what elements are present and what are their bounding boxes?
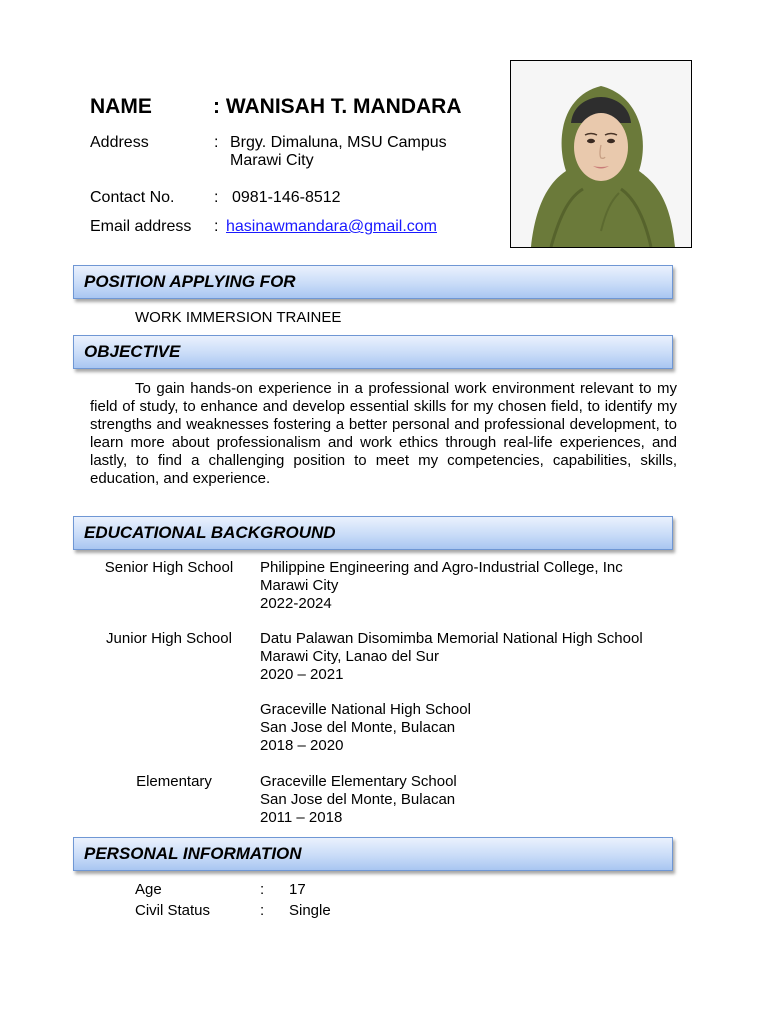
edu-label-senior: Senior High School [104,559,234,576]
edu-label-junior: Junior High School [106,630,232,647]
school-name: Philippine Engineering and Agro-Industrial College, Inc [260,559,623,576]
position-value: WORK IMMERSION TRAINEE [135,309,342,326]
profile-photo [510,60,692,248]
section-position-header [73,265,673,299]
section-personal-header [73,837,673,871]
email-label: Email address [90,218,192,235]
school-years: 2022-2024 [260,595,332,612]
school-name: Datu Palawan Disomimba Memorial National High School [260,630,643,647]
address-line-1: Brgy. Dimaluna, MSU Campus [230,134,447,151]
edu-label-elementary: Elementary [136,773,212,790]
school-name: Graceville National High School [260,701,471,718]
school-location: Marawi City, Lanao del Sur [260,648,439,665]
school-years: 2020 – 2021 [260,666,344,683]
school-location: Marawi City [260,577,339,594]
address-label: Address [90,134,149,151]
section-title: PERSONAL INFORMATION [84,844,302,863]
contact-number: 0981-146-8512 [232,189,341,206]
age-colon: : [260,881,265,898]
address-line-2: Marawi City [230,152,314,169]
section-education-header [73,516,673,550]
section-title: POSITION APPLYING FOR [84,272,296,291]
applicant-name: : WANISAH T. MANDARA [213,95,462,118]
section-title: OBJECTIVE [84,342,181,361]
email-colon: : [214,218,219,235]
school-name: Graceville Elementary School [260,773,457,790]
age-value: 17 [289,881,306,898]
age-label: Age [135,881,162,898]
section-objective-header [73,335,673,369]
edu-entry-junior-2 [260,701,471,755]
edu-entry-senior [260,559,623,613]
school-location: San Jose del Monte, Bulacan [260,719,456,736]
edu-entry-junior-1 [260,630,643,684]
section-title: EDUCATIONAL BACKGROUND [84,523,336,542]
name-label: NAME [90,95,152,118]
objective-text: To gain hands-on experience in a professional work environment relevant to my field of study, to enhance and develop essential skills for my chosen field, to identify my strengths and weaknesses fostering a better personal and professional development, to learn more about professionalism and work ethics through real-life experiences, and lastly, to find a challenging position to meet my competencies, capabilities, skills, education, and experience. [90,380,677,487]
email-link[interactable]: hasinawmandara@gmail.com [226,218,437,235]
portrait-illustration [511,61,691,247]
contact-label: Contact No. [90,189,175,206]
civil-status-label: Civil Status [135,902,211,919]
school-location: San Jose del Monte, Bulacan [260,791,456,808]
civil-status-colon: : [260,902,265,919]
edu-entry-elementary [260,773,457,827]
school-years: 2018 – 2020 [260,737,344,754]
school-years: 2011 – 2018 [260,809,343,826]
civil-status-value: Single [289,902,331,919]
address-colon: : [214,134,219,151]
contact-colon: : [214,189,219,206]
